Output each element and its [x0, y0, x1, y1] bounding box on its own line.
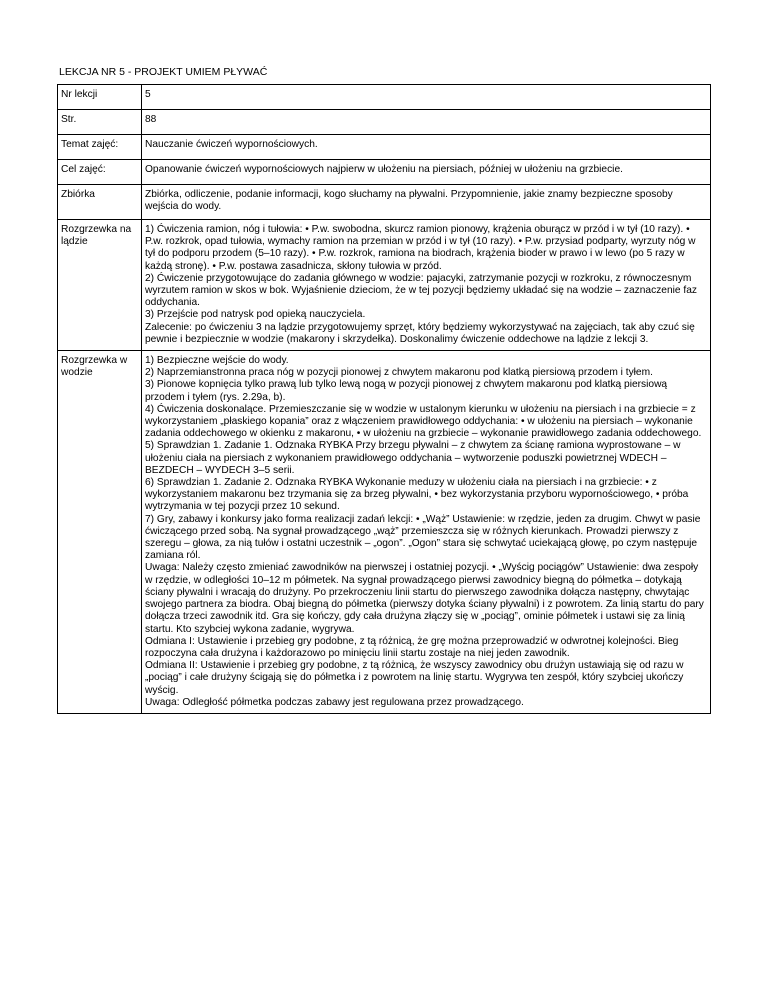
row-label: Str. — [58, 110, 142, 135]
table-row-land-warmup — [58, 220, 711, 351]
row-label: Zbiórka — [58, 185, 142, 220]
table-row-lesson-number — [58, 85, 711, 110]
table-row-page — [58, 110, 711, 135]
row-value: 5 — [142, 85, 711, 110]
row-value: 1) Ćwiczenia ramion, nóg i tułowia: • P.w. swobodna, skurcz ramion pionowy, krążenia oburącz w przód i w tył (10 razy). • P.w. rozkrok, opad tułowia, wymachy ramion na przemian w przód i w tył (10 razy). • P.w. przysiad podparty, wyrzuty nóg w tył do podporu przodem (5–10 razy). • P.w. rozkrok, ramiona na biodrach, krążenia bioder w prawo i w lewo (po 5 razy w każdą stronę). • P.w. postawa zasadnicza, skłony tułowia w przód. 2) Ćwiczenie przygotowujące do zadania głównego w wodzie: pajacyki, zatrzymanie pozycji w rozkroku, z równoczesnym wyrzutem ramion w skos w bok. Wyjaśnienie dzieciom, że w tej pozycji będziemy układać się na wodzie – zaznaczenie faz oddychania. 3) Przejście pod natrysk pod opieką nauczyciela. Zalecenie: po ćwiczeniu 3 na lądzie przygotowujemy sprzęt, który będziemy wykorzystywać na zajęciach, tak aby czuć się pewnie i bezpiecznie w wodzie (makarony i skrzydełka). Doskonalimy ćwiczenie oddechowe na lądzie z lekcji 3. — [142, 220, 711, 351]
table-row-topic — [58, 135, 711, 160]
table-row-water-warmup — [58, 351, 711, 714]
row-value: 88 — [142, 110, 711, 135]
row-value: Zbiórka, odliczenie, podanie informacji, kogo słuchamy na pływalni. Przypomnienie, jakie znamy bezpieczne sposoby wejścia do wody. — [142, 185, 711, 220]
row-value: Nauczanie ćwiczeń wypornościowych. — [142, 135, 711, 160]
row-value: Opanowanie ćwiczeń wypornościowych najpierw w ułożeniu na piersiach, później w ułożeniu na grzbiecie. — [142, 160, 711, 185]
row-label: Rozgrzewka w wodzie — [58, 351, 142, 714]
row-label: Temat zajęć: — [58, 135, 142, 160]
lesson-table — [57, 84, 711, 714]
page-title: LEKCJA NR 5 - PROJEKT UMIEM PŁYWAĆ — [59, 66, 268, 78]
row-label: Cel zajęć: — [58, 160, 142, 185]
row-label: Rozgrzewka na lądzie — [58, 220, 142, 351]
table-row-gathering — [58, 185, 711, 220]
table-row-goal — [58, 160, 711, 185]
row-label: Nr lekcji — [58, 85, 142, 110]
row-value: 1) Bezpieczne wejście do wody. 2) Naprzemianstronna praca nóg w pozycji pionowej z chwytem makaronu pod klatką piersiową przodem i tyłem. 3) Pionowe kopnięcia tylko prawą lub tylko lewą nogą w pozycji pionowej z chwytem makaronu pod klatką piersiową przodem i tyłem (rys. 2.29a, b). 4) Ćwiczenia doskonalące. Przemieszczanie się w wodzie w ustalonym kierunku w ułożeniu na piersiach i na grzbiecie = z wykorzystaniem „płaskiego kopania” oraz z włączeniem prawidłowego oddychania: • w ułożeniu na piersiach – wykonanie zadania oddechowego w okienku z makaronu, • w ułożeniu na grzbiecie – wykonanie prawidłowego zadania oddechowego. 5) Sprawdzian 1. Zadanie 1. Odznaka RYBKA Przy brzegu pływalni – z chwytem za ścianę ramiona wyprostowane – w ułożeniu ciała na piersiach z wykonaniem prawidłowego oddychania – wytworzenie poduszki powietrznej WDECH – BEZDECH – WYDECH 3–5 serii. 6) Sprawdzian 1. Zadanie 2. Odznaka RYBKA Wykonanie meduzy w ułożeniu ciała na piersiach i na grzbiecie: • z wykorzystaniem makaronu bez trzymania się za brzeg pływalni, • bez wykorzystania przyboru wypornościowego, • próba wytrzymania w tej pozycji przez 10 sekund. 7) Gry, zabawy i konkursy jako forma realizacji zadań lekcji: • „Wąż” Ustawienie: w rzędzie, jeden za drugim. Chwyt w pasie ćwiczącego przed sobą. Na sygnał prowadzącego „wąż” przemieszcza się w różnych kierunkach. Prowadzi pierwszy z szeregu – głowa, za nią tułów i ostatni uczestnik – „ogon”. „Ogon” stara się schwytać uciekającą głowę, po czym następuje zamiana ról. Uwaga: Należy często zmieniać zawodników na pierwszej i ostatniej pozycji. • „Wyścig pociągów” Ustawienie: dwa zespoły w rzędzie, w odległości 10–12 m półmetek. Na sygnał prowadzącego pierwsi zawodnicy biegną do półmetka – dotykają ściany pływalni i wracają do drużyny. Po przekroczeniu linii startu do pierwszego zawodnika dołącza następny, chwytając swojego partnera za biodra. Obaj biegną do półmetka (pierwszy dotyka ściany pływalni) i z powrotem. Za linią startu do pary dołącza trzeci zawodnik itd. Gra się kończy, gdy cała drużyna złączy się w „pociąg”, ominie półmetek i ustawi się za linią startu. Kto szybciej wykona zadanie, wygrywa. Odmiana I: Ustawienie i przebieg gry podobne, z tą różnicą, że grę można przeprowadzić w odwrotnej kolejności. Bieg rozpoczyna cała drużyna i każdorazowo po minięciu linii startu zostaje na niej jeden zawodnik. Odmiana II: Ustawienie i przebieg gry podobne, z tą różnicą, że wszyscy zawodnicy obu drużyn ustawiają się od razu w „pociąg” i całe drużyny ścigają się do półmetka i z powrotem na linię startu. Wygrywa ten zespół, który szybciej ukończy wyścig. Uwaga: Odległość półmetka podczas zabawy jest regulowana przez prowadzącego. — [142, 351, 711, 714]
